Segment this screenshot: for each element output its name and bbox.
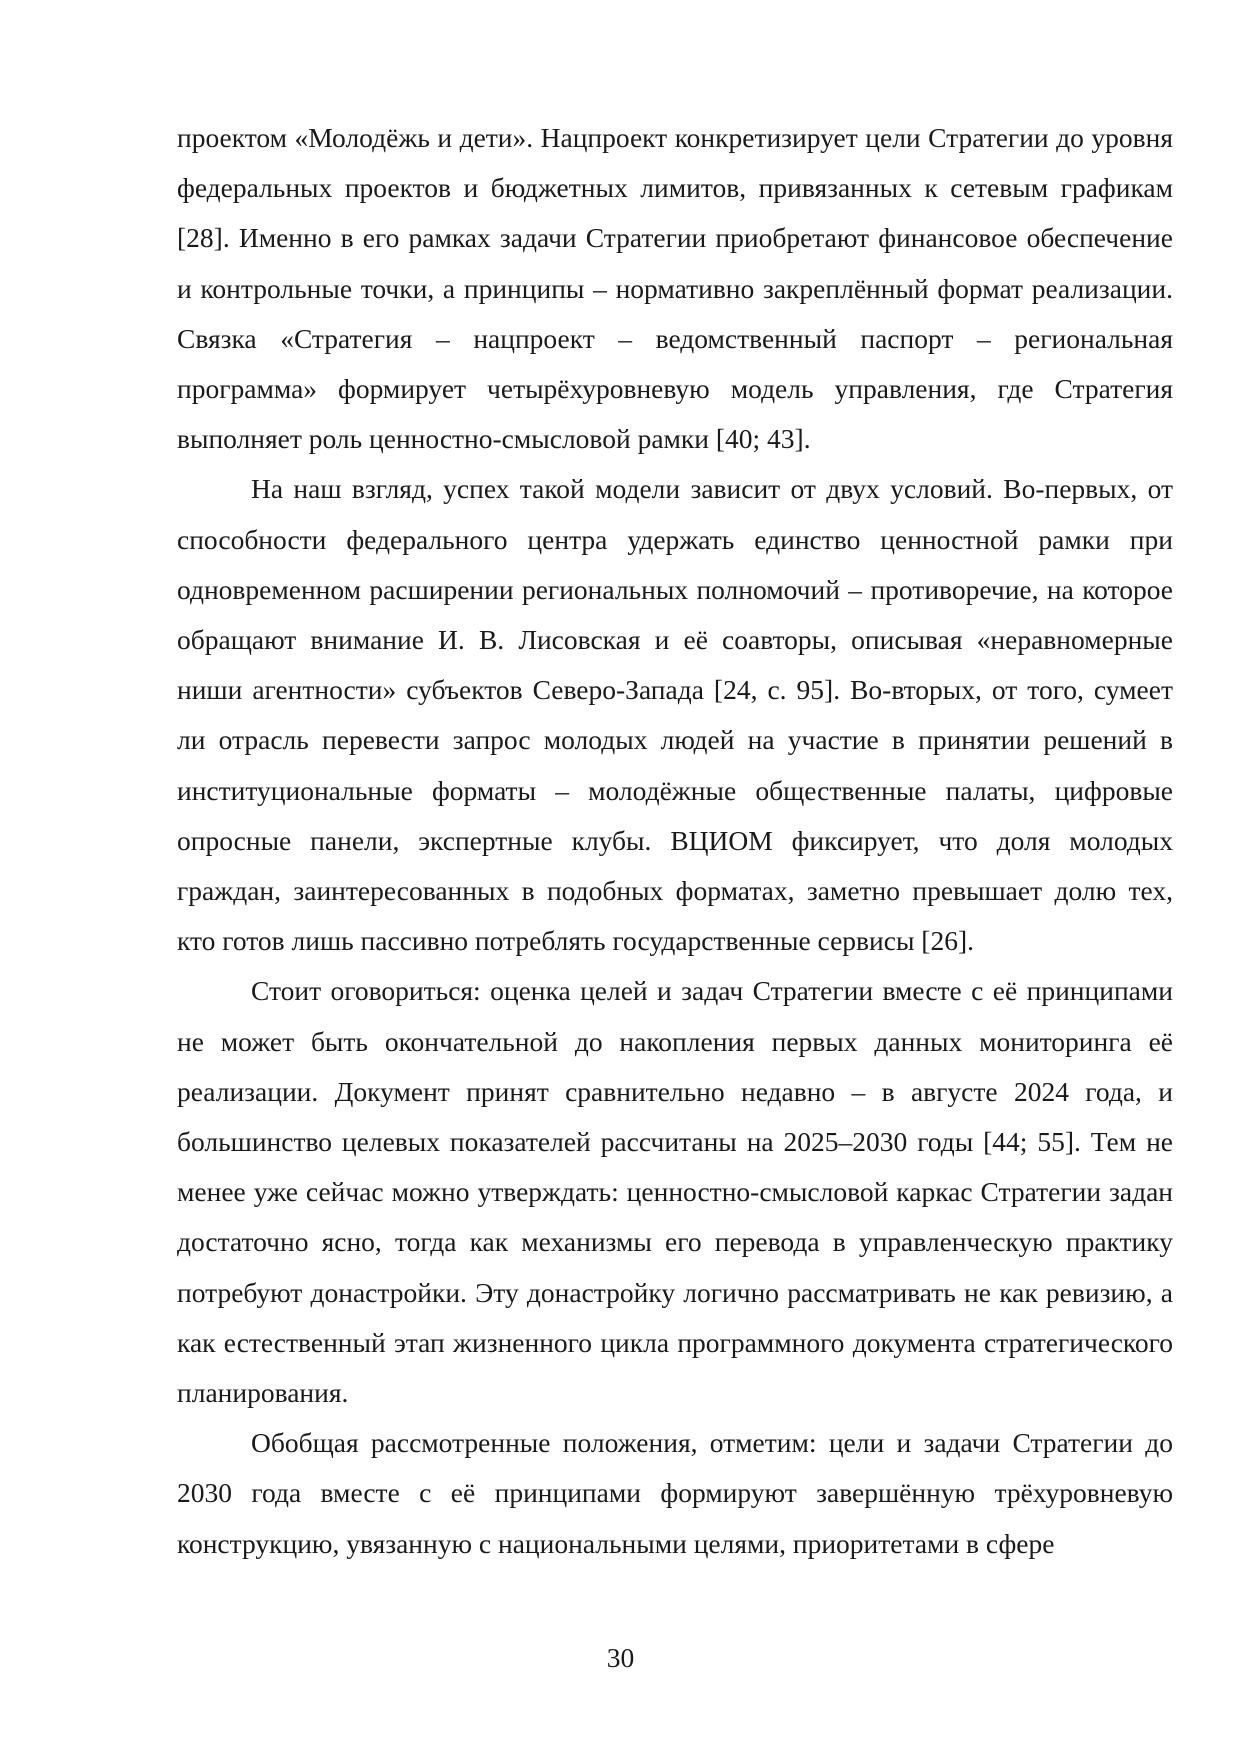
body-text (177, 113, 1173, 1569)
paragraph-4: Обобщая рассмотренные положения, отметим: цели и задачи Стратегии до 2030 года вместе с её принципами формируют завершённую трёхуровневую конструкцию, увязанную с национальными целями, приоритетами в сфере (177, 1427, 1173, 1559)
paragraph-2: На наш взгляд, успех такой модели зависит от двух условий. Во-первых, от способности федерального центра удержать единство ценностной рамки при одновременном расширении региональных полномочий – противоречие, на которое обращают внимание И. В. Лисовская и её соавторы, описывая «неравномерные ниши агентности» субъектов Северо-Запада [24, с. 95]. Во-вторых, от того, сумеет ли отрасль перевести запрос молодых людей на участие в принятии решений в институциональные форматы – молодёжные общественные палаты, цифровые опросные панели, экспертные клубы. ВЦИОМ фиксирует, что доля молодых граждан, заинтересованных в подобных форматах, заметно превышает долю тех, кто готов лишь пассивно потреблять государственные сервисы [26]. (177, 473, 1173, 957)
paragraph-3: Стоит оговориться: оценка целей и задач Стратегии вместе с её принципами не может быть окончательной до накопления первых данных мониторинга её реализации. Документ принят сравнительно недавно – в августе 2024 года, и большинство целевых показателей рассчитаны на 2025–2030 годы [44; 55]. Тем не менее уже сейчас можно утверждать: ценностно-смысловой каркас Стратегии задан достаточно ясно, тогда как механизмы его перевода в управленческую практику потребуют донастройки. Эту донастройку логично рассматривать не как ревизию, а как естественный этап жизненного цикла программного документа стратегического планирования. (177, 975, 1173, 1409)
paragraph-1: проектом «Молодёжь и дети». Нацпроект конкретизирует цели Стратегии до уровня федеральных проектов и бюджетных лимитов, привязанных к сетевым графикам [28]. Именно в его рамках задачи Стратегии приобретают финансовое обеспечение и контрольные точки, а принципы – нормативно закреплённый формат реализации. Связка «Стратегия – нацпроект – ведомственный паспорт – региональная программа» формирует четырёхуровневую модель управления, где Стратегия выполняет роль ценностно-смысловой рамки [40; 43]. (177, 122, 1173, 455)
page-number: 30 (606, 1642, 635, 1673)
